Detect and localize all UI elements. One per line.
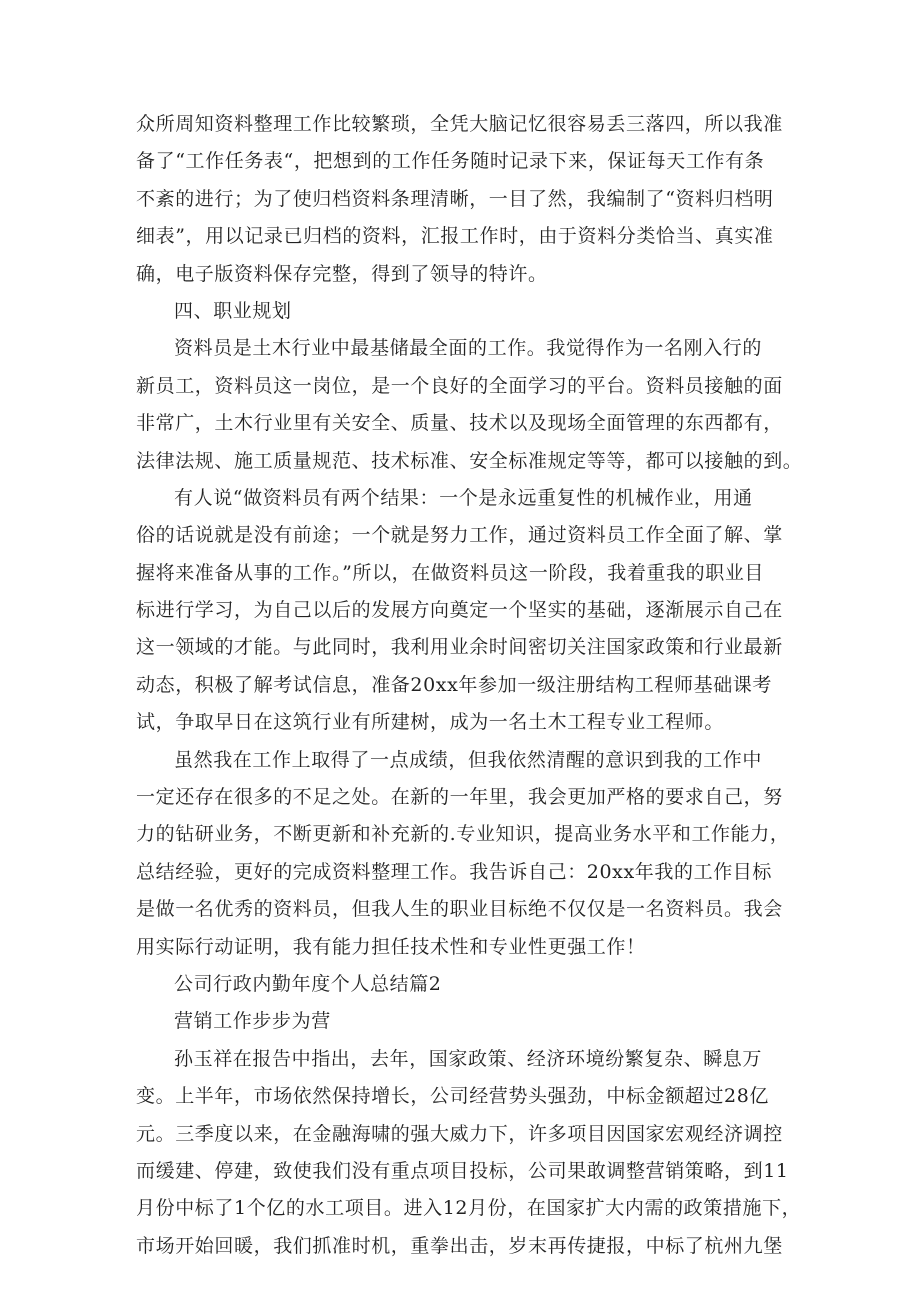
text-line: 俗的话说就是没有前途；一个就是努力工作，通过资料员工作全面了解、掌: [136, 524, 783, 547]
text-line: 月份中标了1个亿的水工项目。进入12月份，在国家扩大内需的政策措施下，: [136, 1197, 802, 1220]
text-line: 元。三季度以来，在金融海啸的强大威力下，许多项目因国家宏观经济调控: [136, 1122, 783, 1145]
text-line: 不紊的进行；为了使归档资料条理清晰，一目了然，我编制了“资料归档明: [136, 187, 774, 210]
text-line: 标进行学习，为自己以后的发展方向奠定一个坚实的基础，逐渐展示自己在: [136, 599, 783, 622]
text-line: 四、职业规划: [174, 299, 292, 322]
text-line: 这一领域的才能。与此同时，我利用业余时间密切关注国家政策和行业最新: [136, 636, 783, 659]
text-line: 众所周知资料整理工作比较繁琐，全凭大脑记忆很容易丢三落四，所以我准: [136, 113, 783, 135]
text-line: 试，争取早日在这筑行业有所建树，成为一名土木工程专业工程师。: [136, 711, 725, 734]
text-line: 细表”，用以记录已归档的资料，汇报工作时，由于资料分类恰当、真实准: [136, 225, 774, 248]
text-line: 动态，积极了解考试信息，准备20xx年参加一级注册结构工程师基础课考: [136, 673, 773, 696]
text-line: 而缓建、停建，致使我们没有重点项目投标，公司果敢调整营销策略，到11: [136, 1159, 789, 1182]
text-line: 备了“工作任务表“，把想到的工作任务随时记录下来，保证每天工作有条: [136, 150, 765, 173]
text-line: 资料员是土木行业中最基储最全面的工作。我觉得作为一名刚入行的: [174, 337, 763, 360]
text-line: 总结经验，更好的完成资料整理工作。我告诉自己：20xx年我的工作目标: [136, 860, 773, 883]
text-line: 公司行政内勤年度个人总结篇2: [174, 972, 442, 995]
text-line: 营销工作步步为营: [174, 1010, 331, 1033]
text-line: 有人说“做资料员有两个结果：一个是永远重复性的机械作业，用通: [174, 486, 753, 509]
text-line: 虽然我在工作上取得了一点成绩，但我依然清醒的意识到我的工作中: [174, 748, 763, 771]
text-line: 是做一名优秀的资料员，但我人生的职业目标绝不仅仅是一名资料员。我会: [136, 898, 783, 921]
text-line: 握将来准备从事的工作。”所以，在做资料员这一阶段，我着重我的职业目: [136, 561, 765, 584]
text-line: 市场开始回暖，我们抓准时机，重拳出击，岁末再传捷报，中标了杭州九堡: [136, 1234, 783, 1257]
text-line: 一定还存在很多的不足之处。在新的一年里，我会更加严格的要求自己，努: [136, 786, 783, 809]
text-line: 确，电子版资料保存完整，得到了领导的特许。: [136, 262, 548, 285]
text-line: 用实际行动证明，我有能力担任技术性和专业性更强工作！: [136, 935, 646, 958]
text-line: 法律法规、施工质量规范、技术标准、安全标准规定等等，都可以接触的到。: [136, 449, 803, 472]
text-line: 新员工，资料员这一岗位，是一个良好的全面学习的平台。资料员接触的面: [136, 374, 783, 397]
text-line: 孙玉祥在报告中指出，去年，国家政策、经济环境纷繁复杂、瞬息万: [174, 1047, 763, 1070]
text-line: 非常广，土木行业里有关安全、质量、技术以及现场全面管理的东西都有，: [136, 412, 783, 435]
text-line: 变。上半年，市场依然保持增长，公司经营势头强劲，中标金额超过28亿: [136, 1085, 769, 1108]
document-body: [136, 106, 803, 1265]
text-line: 力的钻研业务，不断更新和补充新的.专业知识，提高业务水平和工作能力，: [136, 823, 790, 846]
